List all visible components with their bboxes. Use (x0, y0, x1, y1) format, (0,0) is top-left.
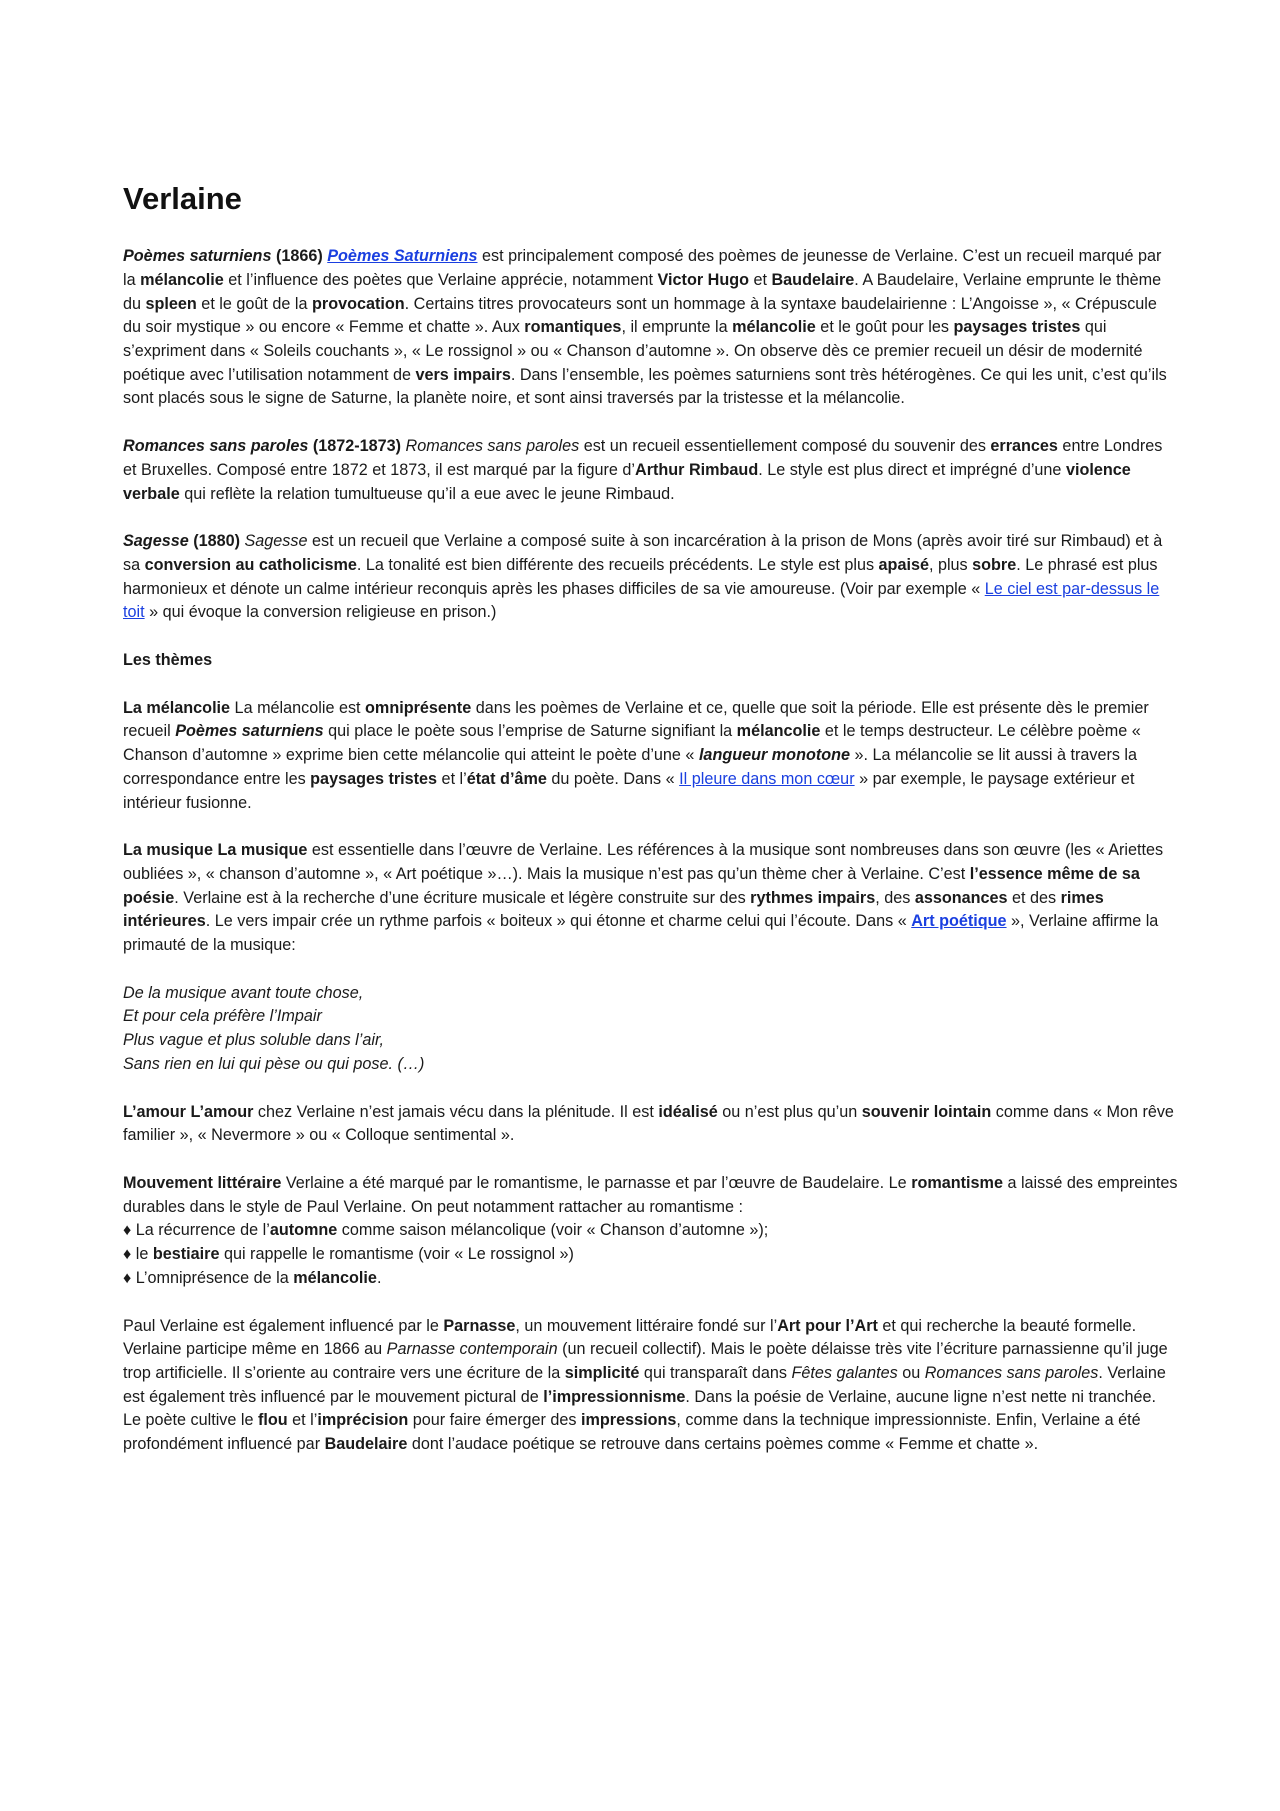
paragraph-parnasse: Paul Verlaine est également influencé par le Parnasse, un mouvement littéraire fondé sur l’Art pour l’Art et qui recherche la beauté formelle. Verlaine participe même en 1866 au Parnasse contemporain (un recueil collectif). Mais le poète délaisse très vite l’écriture parnassienne qu’il juge trop artificielle. Il s’oriente au contraire vers une écriture de la simplicité qui transparaît dans Fêtes galantes ou Romances sans paroles. Verlaine est également très influencé par le mouvement pictural de l’impressionnisme. Dans la poésie de Verlaine, aucune ligne n’est nette ni tranchée. Le poète cultive le flou et l’imprécision pour faire émerger des impressions, comme dans la technique impressionniste. Enfin, Verlaine a été profondément influencé par Baudelaire dont l’audace poétique se retrouve dans certains poèmes comme « Femme et chatte ». (123, 1316, 1168, 1454)
romanticism-list (123, 1219, 1178, 1290)
themes-heading: Les thèmes (123, 651, 213, 670)
list-item: ♦ le bestiaire qui rappelle le romantisme (voir « Le rossignol ») (123, 1245, 574, 1264)
paragraph-melancolie: La mélancolie La mélancolie est omniprésente dans les poèmes de Verlaine et ce, quelle que soit la période. Elle est présente dès le premier recueil Poèmes saturniens qui place le poète sous l’emprise de Saturne signifiant la mélancolie et le temps destructeur. Le célèbre poème « Chanson d’automne » exprime bien cette mélancolie qui atteint le poète d’une « langueur monotone ». La mélancolie se lit aussi à travers la correspondance entre les paysages tristes et l’état d’âme du poète. Dans « Il pleure dans mon cœur » par exemple, le paysage extérieur et intérieur fusionne. (123, 698, 1149, 812)
link-art-poetique[interactable]: Art poétique (911, 912, 1007, 931)
link-poemes-saturniens[interactable]: Poèmes Saturniens (327, 247, 478, 266)
paragraph-mouvement-litteraire: Mouvement littéraire Verlaine a été marqué par le romantisme, le parnasse et par l’œuvre de Baudelaire. Le romantisme a laissé des empreintes durables dans le style de Paul Verlaine. On peut notamment rattacher au romantisme : (123, 1173, 1178, 1216)
list-item: ♦ L’omniprésence de la mélancolie. (123, 1268, 382, 1287)
list-item: ♦ La récurrence de l’automne comme saison mélancolique (voir « Chanson d’automne »); (123, 1221, 769, 1240)
link-il-pleure-dans-mon-coeur[interactable]: Il pleure dans mon cœur (679, 769, 855, 788)
paragraph-musique: La musique La musique est essentielle dans l’œuvre de Verlaine. Les références à la musique sont nombreuses dans son œuvre (les « Ariettes oubliées », « chanson d’automne », « Art poétique »…). Mais la musique n’est pas qu’un thème cher à Verlaine. C’est l’essence même de sa poésie. Verlaine est à la recherche d’une écriture musicale et légère construite sur des rythmes impairs, des assonances et des rimes intérieures. Le vers impair crée un rythme parfois « boiteux » qui étonne et charme celui qui l’écoute. Dans « Art poétique », Verlaine affirme la primauté de la musique: (123, 841, 1164, 955)
poem-line: Sans rien en lui qui pèse ou qui pose. (…) (123, 1054, 425, 1073)
paragraph-poemes-saturniens: Poèmes saturniens (1866) Poèmes Saturniens est principalement composé des poèmes de jeunesse de Verlaine. C’est un recueil marqué par la mélancolie et l’influence des poètes que Verlaine apprécie, notamment Victor Hugo et Baudelaire. A Baudelaire, Verlaine emprunte le thème du spleen et le goût de la provocation. Certains titres provocateurs sont un hommage à la syntaxe baudelairienne : L’Angoisse », « Crépuscule du soir mystique » ou encore « Femme et chatte ». Aux romantiques, il emprunte la mélancolie et le goût pour les paysages tristes qui s’expriment dans « Soleils couchants », « Le rossignol » ou « Chanson d’automne ». On observe dès ce premier recueil un désir de modernité poétique avec l’utilisation notamment de vers impairs. Dans l’ensemble, les poèmes saturniens sont très hétérogènes. Ce qui les unit, c’est qu’ils sont placés sous le signe de Saturne, la planète noire, et sont ainsi traversés par la tristesse et la mélancolie. (123, 247, 1167, 408)
poem-quote (123, 982, 1178, 1077)
poem-line: De la musique avant toute chose, (123, 983, 364, 1002)
poem-line: Plus vague et plus soluble dans l’air, (123, 1031, 384, 1050)
document-page (123, 180, 1178, 1481)
page-title: Verlaine (123, 181, 242, 216)
link-le-ciel-est-par-dessus-le-toit[interactable]: Le ciel est par-dessus le toit (123, 579, 1160, 622)
poem-line: Et pour cela préfère l’Impair (123, 1007, 322, 1026)
paragraph-romances-sans-paroles: Romances sans paroles (1872-1873) Romances sans paroles est un recueil essentiellement composé du souvenir des errances entre Londres et Bruxelles. Composé entre 1872 et 1873, il est marqué par la figure d’Arthur Rimbaud. Le style est plus direct et imprégné d’une violence verbale qui reflète la relation tumultueuse qu’il a eue avec le jeune Rimbaud. (123, 437, 1163, 503)
paragraph-amour: L’amour L’amour chez Verlaine n’est jamais vécu dans la plénitude. Il est idéalisé ou n’est plus qu’un souvenir lointain comme dans « Mon rêve familier », « Nevermore » ou « Colloque sentimental ». (123, 1102, 1174, 1145)
paragraph-sagesse: Sagesse (1880) Sagesse est un recueil que Verlaine a composé suite à son incarcération à la prison de Mons (après avoir tiré sur Rimbaud) et à sa conversion au catholicisme. La tonalité est bien différente des recueils précédents. Le style est plus apaisé, plus sobre. Le phrasé est plus harmonieux et dénote un calme intérieur reconquis après les phases difficiles de sa vie amoureuse. (Voir par exemple « Le ciel est par-dessus le toit » qui évoque la conversion religieuse en prison.) (123, 532, 1163, 622)
